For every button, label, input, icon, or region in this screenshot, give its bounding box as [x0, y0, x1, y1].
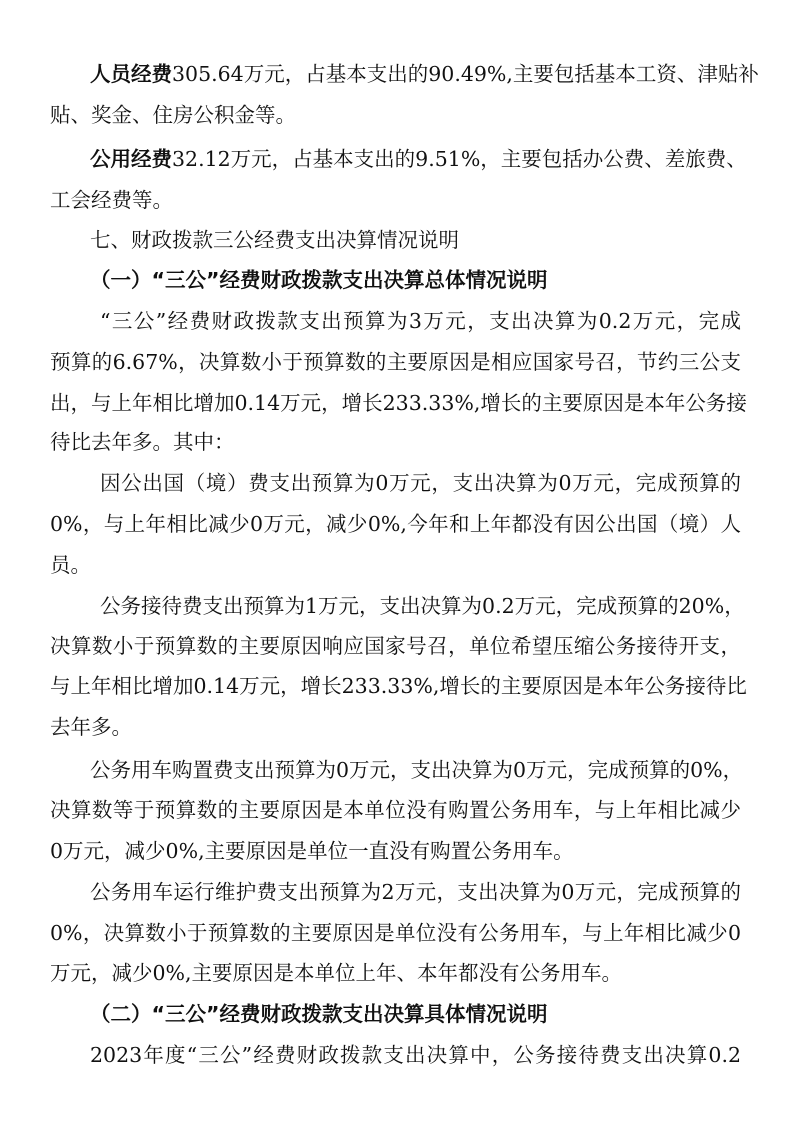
paragraph-line: 公务用车购置费支出预算为0万元，支出决算为0万元，完成预算的0%， — [90, 758, 744, 782]
paragraph-line: 贴、奖金、住房公积金等。 — [50, 103, 296, 127]
line-text: 305.64万元，占基本支出的90.49%,主要包括基本工资、津贴补 — [172, 62, 759, 86]
bold-term: 公用经费 — [90, 147, 172, 171]
paragraph-line: 工会经费等。 — [50, 188, 173, 212]
paragraph-line: 决算数小于预算数的主要原因响应国家号召，单位希望压缩公务接待开支， — [50, 634, 741, 658]
line-text: 32.12万元，占基本支出的9.51%，主要包括办公费、差旅费、 — [172, 147, 747, 171]
paragraph-line: 决算数等于预算数的主要原因是本单位没有购置公务用车，与上年相比减少 — [50, 798, 741, 822]
paragraph-line: 万元，减少0%,主要原因是本单位上年、本年都没有公务用车。 — [50, 961, 623, 985]
paragraph-line: 出，与上年相比增加0.14万元，增长233.33%,增长的主要原因是本年公务接 — [50, 391, 747, 415]
paragraph-line: 0万元，减少0%,主要原因是单位一直没有购置公务用车。 — [50, 839, 574, 863]
paragraph-line: 0%，与上年相比减少0万元，减少0%,今年和上年都没有因公出国（境）人 — [50, 512, 741, 536]
paragraph-line: 0%，决算数小于预算数的主要原因是单位没有公务用车，与上年相比减少0 — [50, 921, 741, 945]
paragraph-line: 员。 — [50, 553, 91, 577]
paragraph-line — [90, 145, 747, 173]
section-heading: 七、财政拨款三公经费支出决算情况说明 — [90, 228, 459, 252]
paragraph-line: 预算的6.67%，决算数小于预算数的主要原因是相应国家号召，节约三公支 — [50, 350, 741, 374]
subsection-heading: （二）“三公”经费财政拨款支出决算具体情况说明 — [90, 1002, 548, 1026]
paragraph-line: 公务用车运行维护费支出预算为2万元，支出决算为0万元，完成预算的 — [90, 880, 741, 904]
paragraph-line: 2023年度“三公”经费财政拨款支出决算中，公务接待费支出决算0.2 — [90, 1043, 741, 1067]
paragraph-line: 公务接待费支出预算为1万元，支出决算为0.2万元，完成预算的20%， — [100, 594, 745, 618]
bold-term: 人员经费 — [90, 62, 172, 86]
paragraph-line — [90, 60, 759, 88]
paragraph-line: 去年多。 — [50, 715, 132, 739]
subsection-heading: （一）“三公”经费财政拨款支出决算总体情况说明 — [90, 268, 548, 292]
paragraph-line: “三公”经费财政拨款支出预算为3万元，支出决算为0.2万元，完成 — [100, 309, 741, 333]
paragraph-line: 与上年相比增加0.14万元，增长233.33%,增长的主要原因是本年公务接待比 — [50, 674, 747, 698]
paragraph-line: 待比去年多。其中： — [50, 430, 235, 454]
paragraph-line: 因公出国（境）费支出预算为0万元，支出决算为0万元，完成预算的 — [100, 471, 741, 495]
